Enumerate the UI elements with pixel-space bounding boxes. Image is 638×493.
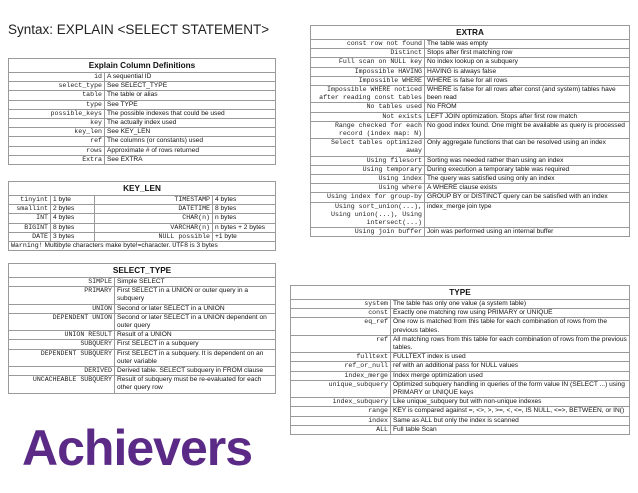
extra-key: Using where xyxy=(311,184,425,193)
extra-description: A WHERE clause exists xyxy=(425,184,630,193)
type-table xyxy=(290,285,630,435)
type-description: Optimized subquery handling in queries of the form value IN (SELECT ...) using PRIMARY or UNIQUE keys xyxy=(391,380,630,397)
table-row xyxy=(9,331,276,340)
table-row xyxy=(311,202,630,228)
key-len-type: TIMESTAMP xyxy=(95,196,213,205)
extra-description: During execution a temporary table was required xyxy=(425,165,630,174)
type-key: unique_subquery xyxy=(291,380,391,397)
extra-description: Sorting was needed rather than using an index xyxy=(425,156,630,165)
type-description: Exactly one matching row using PRIMARY or UNIQUE xyxy=(391,309,630,318)
type-key: eq_ref xyxy=(291,318,391,335)
extra-key: Using index for group-by xyxy=(311,193,425,202)
extra-description: WHERE is false for all rows after const (and system) tables have been read xyxy=(425,86,630,103)
table-row xyxy=(311,228,630,237)
extra-key: Using filesort xyxy=(311,156,425,165)
table-row xyxy=(9,287,276,304)
explain-column-description: See TYPE xyxy=(105,100,276,109)
key-len-warning-row xyxy=(9,242,276,251)
type-description: The table has only one value (a system table) xyxy=(391,300,630,309)
select-type-description: First SELECT in a subquery. It is dependent on an outer variable xyxy=(115,349,276,366)
select-type-key: SIMPLE xyxy=(9,278,115,287)
explain-column-key: select_type xyxy=(9,82,105,91)
explain-column-description: Approximate # of rows returned xyxy=(105,146,276,155)
extra-key: Range checked for each record (index map: N) xyxy=(311,121,425,138)
select-type-description: Second or later SELECT in a UNION xyxy=(115,304,276,313)
key-len-type: NULL possible xyxy=(95,232,213,241)
extra-description: WHERE is false for all rows xyxy=(425,76,630,85)
select-type-description: Result of subquery must be re-evaluated for each other query row xyxy=(115,376,276,393)
table-row xyxy=(311,58,630,67)
table-row xyxy=(291,309,630,318)
explain-column-description: See KEY_LEN xyxy=(105,128,276,137)
warning-text: Multibyte characters make byte!=character. xyxy=(44,242,171,250)
key-len-type: INT xyxy=(9,214,51,223)
key-len-size: 1 byte xyxy=(51,196,95,205)
type-description: Same as ALL but only the index is scanned xyxy=(391,416,630,425)
explain-column-key: id xyxy=(9,73,105,82)
table-row xyxy=(9,100,276,109)
table-row xyxy=(311,67,630,76)
extra-key: Impossible WHERE xyxy=(311,76,425,85)
explain-columns-heading: Explain Column Definitions xyxy=(9,59,276,73)
key-len-type: smallint xyxy=(9,205,51,214)
key-len-size: 2 bytes xyxy=(51,205,95,214)
extra-key: Not exists xyxy=(311,112,425,121)
select-type-key: PRIMARY xyxy=(9,287,115,304)
key-len-type: VARCHAR(n) xyxy=(95,223,213,232)
explain-column-key: possible_keys xyxy=(9,109,105,118)
table-row xyxy=(291,318,630,335)
table-row xyxy=(291,416,630,425)
select-type-description: First SELECT in a UNION or outer query in a subquery xyxy=(115,287,276,304)
select-type-description: First SELECT in a subquery xyxy=(115,340,276,349)
extra-key: Using sort_union(...), Using union(...), Using intersect(...) xyxy=(311,202,425,228)
type-key: fulltext xyxy=(291,353,391,362)
key-len-size: 8 bytes xyxy=(213,205,276,214)
select-type-key: DERIVED xyxy=(9,367,115,376)
explain-column-description: The table or alias xyxy=(105,91,276,100)
table-row xyxy=(291,380,630,397)
table-row xyxy=(311,139,630,156)
table-row xyxy=(291,353,630,362)
type-key: ref xyxy=(291,335,391,352)
table-row xyxy=(9,73,276,82)
extra-description: The table was empty xyxy=(425,40,630,49)
type-key: range xyxy=(291,407,391,416)
table-row xyxy=(311,193,630,202)
explain-columns-table xyxy=(8,58,276,165)
select-type-key: DEPENDENT UNION xyxy=(9,313,115,330)
explain-column-description: The columns (or constants) used xyxy=(105,137,276,146)
table-row xyxy=(9,349,276,366)
table-row xyxy=(291,335,630,352)
table-row xyxy=(9,214,276,223)
select-type-description: Second or later SELECT in a UNION dependent on outer query xyxy=(115,313,276,330)
type-description: One row is matched from this table for each combination of rows from the previous tables. xyxy=(391,318,630,335)
explain-column-key: Extra xyxy=(9,155,105,164)
select-type-key: UNION RESULT xyxy=(9,331,115,340)
extra-description: The query was satisfied using only an index xyxy=(425,175,630,184)
table-row xyxy=(9,376,276,393)
extra-key: Impossible WHERE noticed after reading const tables xyxy=(311,86,425,103)
table-row xyxy=(9,313,276,330)
type-key: index xyxy=(291,416,391,425)
key-len-type: BIGINT xyxy=(9,223,51,232)
table-row xyxy=(9,340,276,349)
type-key: index_subquery xyxy=(291,398,391,407)
table-row xyxy=(311,103,630,112)
extra-table xyxy=(310,25,630,237)
key-len-type: tinyint xyxy=(9,196,51,205)
table-row xyxy=(311,40,630,49)
extra-key: Select tables optimized away xyxy=(311,139,425,156)
key-len-type: DATE xyxy=(9,232,51,241)
select-type-key: DEPENDENT SUBQUERY xyxy=(9,349,115,366)
explain-column-description: The possible indexes that could be used xyxy=(105,109,276,118)
explain-column-key: key xyxy=(9,119,105,128)
explain-column-key: rows xyxy=(9,146,105,155)
table-row xyxy=(311,184,630,193)
table-row xyxy=(291,300,630,309)
extra-description: No index lookup on a subquery xyxy=(425,58,630,67)
extra-description: No FROM xyxy=(425,103,630,112)
table-row xyxy=(9,82,276,91)
warning-tail: is 3 bytes xyxy=(189,242,218,250)
warning-code: UTF8 xyxy=(172,242,189,250)
extra-description: GROUP BY or DISTINCT query can be satisfied with an index xyxy=(425,193,630,202)
explain-column-key: ref xyxy=(9,137,105,146)
type-key: ref_or_null xyxy=(291,362,391,371)
extra-description: HAVING is always false xyxy=(425,67,630,76)
key-len-type: DATETIME xyxy=(95,205,213,214)
type-description: ref with an additional pass for NULL values xyxy=(391,362,630,371)
table-row xyxy=(9,367,276,376)
table-row xyxy=(311,175,630,184)
type-description: Like unique_subquery but with non-unique indexes xyxy=(391,398,630,407)
explain-column-description: See EXTRA xyxy=(105,155,276,164)
table-row xyxy=(9,223,276,232)
type-description: FULLTEXT index is used xyxy=(391,353,630,362)
type-description: KEY is compared against =, <>, >, >=, <, <=, IS NULL, <=>, BETWEEN, or IN() xyxy=(391,407,630,416)
key-len-size: +1 byte xyxy=(213,232,276,241)
table-row xyxy=(9,146,276,155)
table-row xyxy=(9,278,276,287)
table-row xyxy=(9,304,276,313)
table-row xyxy=(311,112,630,121)
select-type-description: Simple SELECT xyxy=(115,278,276,287)
extra-heading: EXTRA xyxy=(311,26,630,40)
table-row xyxy=(311,86,630,103)
table-row xyxy=(311,165,630,174)
warning-label: Warning! xyxy=(11,242,43,250)
explain-column-description: The actually index used xyxy=(105,119,276,128)
table-row xyxy=(9,155,276,164)
key-len-size: 8 bytes xyxy=(51,223,95,232)
extra-description: Join was performed using an internal buffer xyxy=(425,228,630,237)
explain-column-key: key_len xyxy=(9,128,105,137)
extra-key: Using temporary xyxy=(311,165,425,174)
explain-column-description: A sequential ID xyxy=(105,73,276,82)
table-row xyxy=(9,119,276,128)
key-len-size: 3 bytes xyxy=(51,232,95,241)
extra-description: Stops after first matching row xyxy=(425,49,630,58)
extra-description: Only aggregate functions that can be resolved using an index xyxy=(425,139,630,156)
key-len-size: n bytes + 2 bytes xyxy=(213,223,276,232)
table-row xyxy=(291,425,630,434)
select-type-key: UNCACHEABLE SUBQUERY xyxy=(9,376,115,393)
table-row xyxy=(9,109,276,118)
extra-key: Full scan on NULL key xyxy=(311,58,425,67)
extra-key: Impossible HAVING xyxy=(311,67,425,76)
select-type-description: Result of a UNION xyxy=(115,331,276,340)
key-len-table xyxy=(8,181,276,251)
key-len-size: n bytes xyxy=(213,214,276,223)
key-len-size: 4 bytes xyxy=(51,214,95,223)
page-title: Syntax: EXPLAIN <SELECT STATEMENT> xyxy=(8,22,270,37)
select-type-key: UNION xyxy=(9,304,115,313)
table-row xyxy=(291,398,630,407)
select-type-key: SUBQUERY xyxy=(9,340,115,349)
extra-key: const row not found xyxy=(311,40,425,49)
select-type-table xyxy=(8,263,276,394)
explain-column-key: table xyxy=(9,91,105,100)
table-row xyxy=(9,232,276,241)
table-row xyxy=(9,128,276,137)
table-row xyxy=(311,156,630,165)
achievers-logo: Achievers xyxy=(22,420,253,476)
extra-key: Using index xyxy=(311,175,425,184)
type-key: index_merge xyxy=(291,371,391,380)
extra-key: No tables used xyxy=(311,103,425,112)
table-row xyxy=(9,205,276,214)
type-description: All matching rows from this table for each combination of rows from the previous tables. xyxy=(391,335,630,352)
type-key: ALL xyxy=(291,425,391,434)
table-row xyxy=(9,137,276,146)
extra-key: Distinct xyxy=(311,49,425,58)
table-row xyxy=(291,362,630,371)
extra-description: No good index found. One might be available as query is processed xyxy=(425,121,630,138)
type-key: const xyxy=(291,309,391,318)
extra-description: index_merge join type xyxy=(425,202,630,228)
explain-column-description: See SELECT_TYPE xyxy=(105,82,276,91)
table-row xyxy=(9,91,276,100)
extra-key: Using join buffer xyxy=(311,228,425,237)
table-row xyxy=(9,196,276,205)
table-row xyxy=(291,371,630,380)
table-row xyxy=(291,407,630,416)
table-row xyxy=(311,49,630,58)
extra-description: LEFT JOIN optimization. Stops after first row match xyxy=(425,112,630,121)
type-key: system xyxy=(291,300,391,309)
explain-column-key: type xyxy=(9,100,105,109)
key-len-type: CHAR(n) xyxy=(95,214,213,223)
table-row xyxy=(311,76,630,85)
type-description: Index merge optimization used xyxy=(391,371,630,380)
select-type-heading: SELECT_TYPE xyxy=(9,264,276,278)
table-row xyxy=(311,121,630,138)
key-len-heading: KEY_LEN xyxy=(9,182,276,196)
type-heading: TYPE xyxy=(291,286,630,300)
type-description: Full table Scan xyxy=(391,425,630,434)
select-type-description: Derived table. SELECT subquery in FROM clause xyxy=(115,367,276,376)
key-len-size: 4 bytes xyxy=(213,196,276,205)
